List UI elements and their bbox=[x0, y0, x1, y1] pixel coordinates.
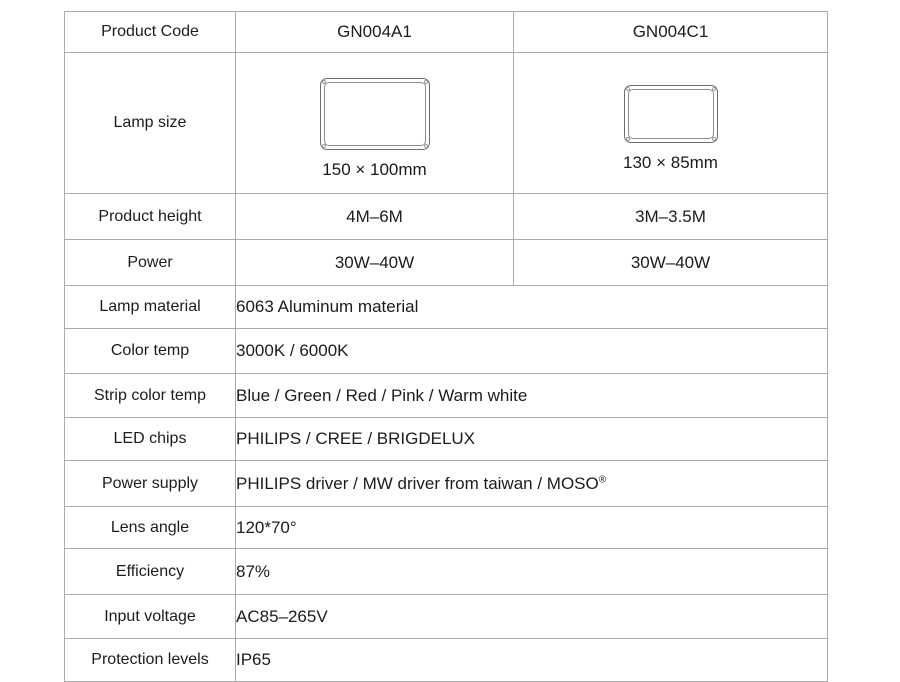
strip-color-temp-value: Blue / Green / Red / Pink / Warm white bbox=[236, 374, 828, 418]
table-row-input-voltage bbox=[65, 595, 828, 639]
row-label-lamp-size: Lamp size bbox=[65, 53, 236, 194]
table-row-power bbox=[65, 240, 828, 286]
lamp-outline-inner bbox=[324, 82, 426, 146]
lamp-size-a bbox=[236, 66, 513, 180]
row-label-product-height: Product height bbox=[65, 194, 236, 240]
table-row-lamp-size bbox=[65, 53, 828, 194]
row-label-lens-angle: Lens angle bbox=[65, 507, 236, 549]
table-row-protection-levels bbox=[65, 639, 828, 682]
row-label-product-code: Product Code bbox=[65, 12, 236, 53]
corner-screw-dot bbox=[322, 144, 326, 148]
corner-screw-dot bbox=[712, 87, 716, 91]
corner-screw-dot bbox=[626, 137, 630, 141]
efficiency-value: 87% bbox=[236, 549, 828, 595]
lamp-outline-icon bbox=[320, 78, 430, 150]
lamp-size-b-dimensions: 130 × 85mm bbox=[623, 153, 718, 172]
row-label-power-supply: Power supply bbox=[65, 461, 236, 507]
lamp-size-a-dimensions: 150 × 100mm bbox=[322, 160, 427, 179]
row-label-color-temp: Color temp bbox=[65, 329, 236, 374]
row-label-lamp-material: Lamp material bbox=[65, 286, 236, 329]
product-spec-table bbox=[64, 11, 828, 682]
lens-angle-value: 120*70° bbox=[236, 507, 828, 549]
table-row-power-supply bbox=[65, 461, 828, 507]
lamp-outline-inner bbox=[628, 89, 714, 139]
table-row-product-code bbox=[65, 12, 828, 53]
row-label-led-chips: LED chips bbox=[65, 418, 236, 461]
row-label-input-voltage: Input voltage bbox=[65, 595, 236, 639]
table-row-efficiency bbox=[65, 549, 828, 595]
table-row-lens-angle bbox=[65, 507, 828, 549]
product-height-b: 3M–3.5M bbox=[514, 194, 828, 240]
row-label-power: Power bbox=[65, 240, 236, 286]
table-row-led-chips bbox=[65, 418, 828, 461]
registered-trademark-symbol: ® bbox=[598, 473, 607, 485]
lamp-size-cell-a bbox=[236, 53, 514, 194]
table-row-color-temp bbox=[65, 329, 828, 374]
table-row-lamp-material bbox=[65, 286, 828, 329]
power-supply-cell bbox=[236, 461, 828, 507]
corner-screw-dot bbox=[626, 87, 630, 91]
corner-screw-dot bbox=[322, 80, 326, 84]
corner-screw-dot bbox=[424, 80, 428, 84]
power-supply-value: PHILIPS driver / MW driver from taiwan / MOSO bbox=[236, 473, 599, 493]
lamp-size-cell-b bbox=[514, 53, 828, 194]
row-label-strip-color-temp: Strip color temp bbox=[65, 374, 236, 418]
table-row-product-height bbox=[65, 194, 828, 240]
led-chips-value: PHILIPS / CREE / BRIGDELUX bbox=[236, 418, 828, 461]
product-height-a: 4M–6M bbox=[236, 194, 514, 240]
product-code-a: GN004A1 bbox=[236, 12, 514, 53]
lamp-outline-icon bbox=[624, 85, 718, 143]
row-label-protection-levels: Protection levels bbox=[65, 639, 236, 682]
corner-screw-dot bbox=[424, 144, 428, 148]
power-b: 30W–40W bbox=[514, 240, 828, 286]
input-voltage-value: AC85–265V bbox=[236, 595, 828, 639]
product-code-b: GN004C1 bbox=[514, 12, 828, 53]
color-temp-value: 3000K / 6000K bbox=[236, 329, 828, 374]
table-row-strip-color-temp bbox=[65, 374, 828, 418]
corner-screw-dot bbox=[712, 137, 716, 141]
power-a: 30W–40W bbox=[236, 240, 514, 286]
lamp-material-value: 6063 Aluminum material bbox=[236, 286, 828, 329]
row-label-efficiency: Efficiency bbox=[65, 549, 236, 595]
lamp-size-b bbox=[514, 73, 827, 173]
protection-levels-value: IP65 bbox=[236, 639, 828, 682]
